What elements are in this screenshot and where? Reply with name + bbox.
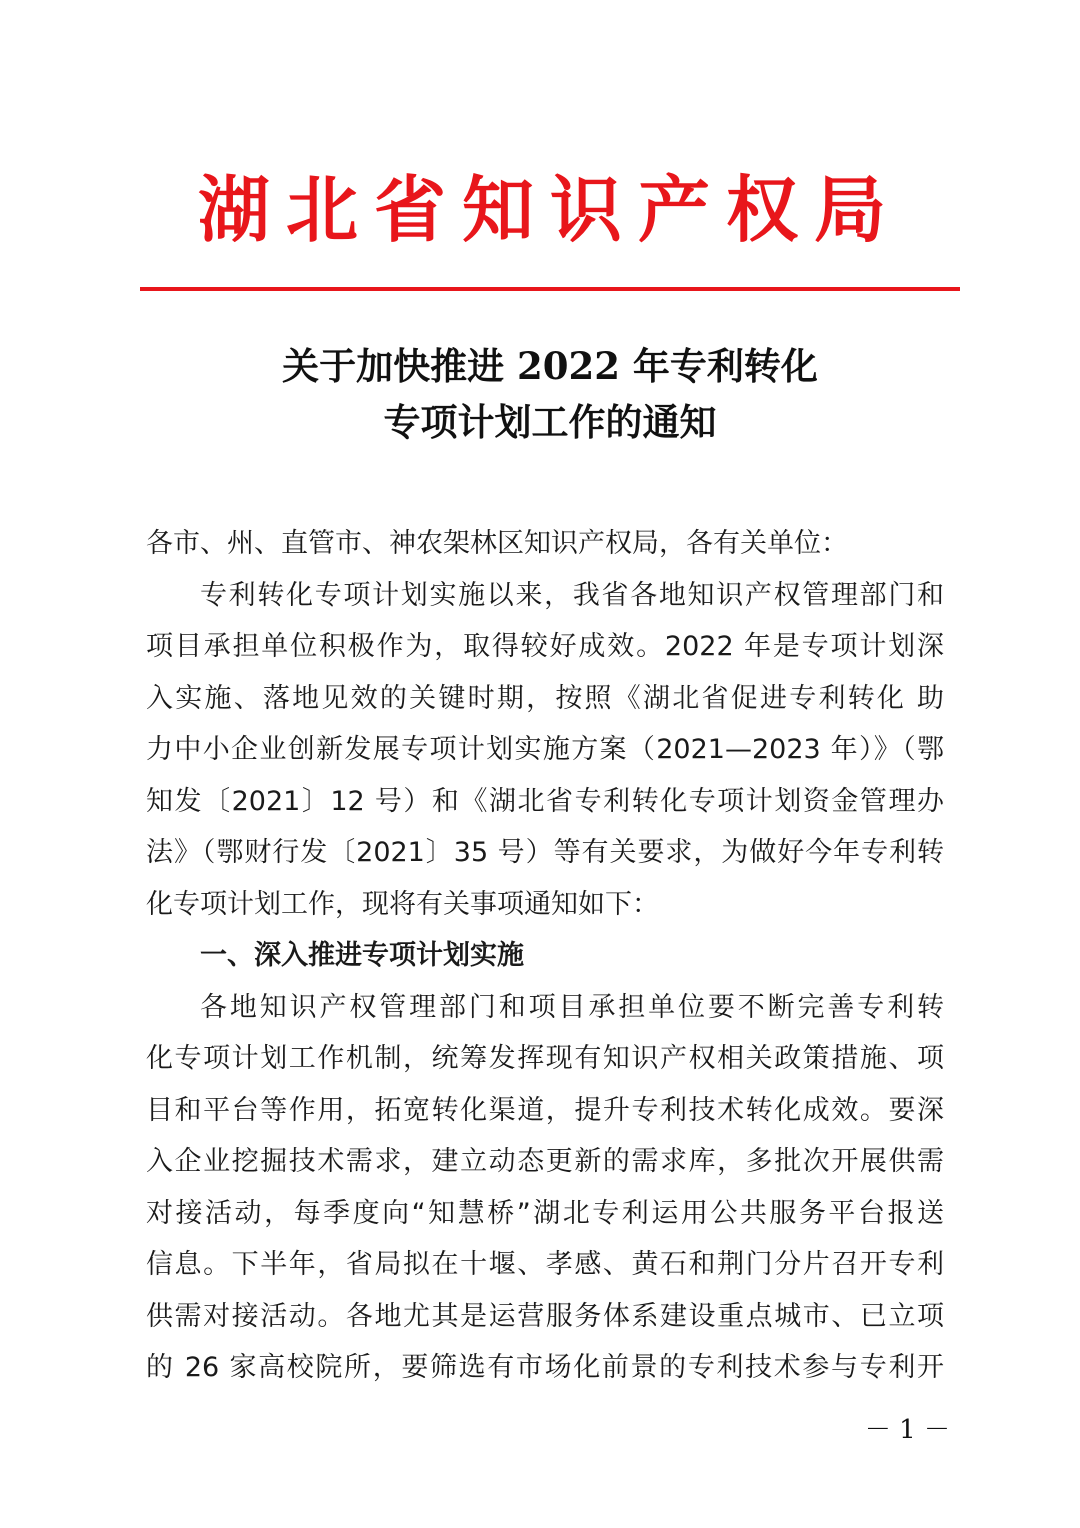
document-body — [146, 518, 944, 1394]
page-number: － 1 － — [864, 1415, 950, 1445]
paragraph-2-line: 对接活动，每季度向“知慧桥”湖北专利运用公共服务平台报送 — [146, 1197, 944, 1229]
document-title-line-1: 关于加快推进 2022 年专利转化 — [282, 344, 818, 388]
paragraph-1-line: 项目承担单位积极作为，取得较好成效。2022 年是专项计划深 — [146, 631, 944, 662]
paragraph-1-line: 专利转化专项计划实施以来，我省各地知识产权管理部门和 — [200, 579, 944, 611]
paragraph-2-line: 化专项计划工作机制，统筹发挥现有知识产权相关政策措施、项 — [146, 1043, 944, 1074]
paragraph-1-line: 入实施、落地见效的关键时期，按照《湖北省促进专利转化 助 — [146, 682, 944, 714]
paragraph-1-line: 法》（鄂财行发〔2021〕35 号）等有关要求，为做好今年专利转 — [146, 837, 944, 868]
paragraph-2-line: 各地知识产权管理部门和项目承担单位要不断完善专利转 — [200, 991, 944, 1023]
paragraph-2-line: 目和平台等作用，拓宽转化渠道，提升专利技术转化成效。要深 — [146, 1094, 944, 1126]
paragraph-1-line: 力中小企业创新发展专项计划实施方案（2021—2023 年）》（鄂 — [146, 734, 944, 765]
masthead-title: 湖北省知识产权局 — [197, 167, 902, 252]
paragraph-2-line: 入企业挖掘技术需求，建立动态更新的需求库，多批次开展供需 — [146, 1146, 944, 1177]
paragraph-2-line: 的 26 家高校院所，要筛选有市场化前景的专利技术参与专利开 — [146, 1352, 944, 1383]
paragraph-1 — [146, 570, 944, 931]
salutation: 各市、州、直管市、神农架林区知识产权局，各有关单位： — [146, 528, 848, 559]
red-divider-line — [140, 287, 960, 291]
paragraph-2-line: 供需对接活动。各地尤其是运营服务体系建设重点城市、已立项 — [146, 1300, 944, 1332]
paragraph-2 — [146, 982, 944, 1394]
paragraph-1-line: 化专项计划工作，现将有关事项通知如下： — [146, 888, 659, 920]
document-title — [140, 338, 960, 450]
document-title-line-2: 专项计划工作的通知 — [383, 400, 717, 444]
paragraph-1-line: 知发〔2021〕12 号）和《湖北省专利转化专项计划资金管理办 — [146, 785, 944, 817]
paragraph-2-line: 信息。下半年，省局拟在十堰、孝感、黄石和荆门分片召开专利 — [146, 1249, 944, 1280]
section-heading: 一、深入推进专项计划实施 — [200, 940, 524, 971]
